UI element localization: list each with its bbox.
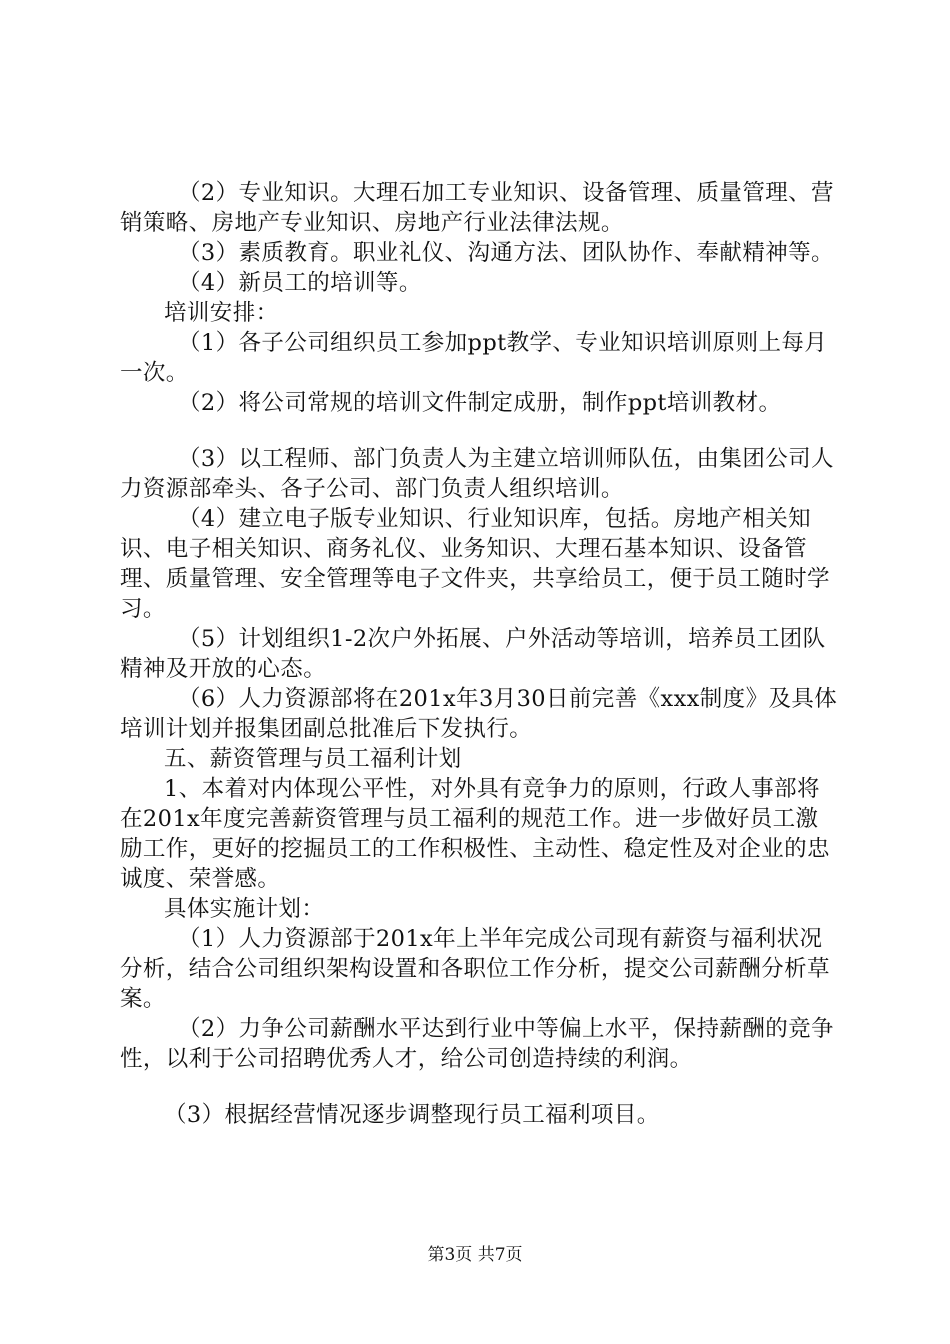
paragraph-arrangement-1: （1）各子公司组织员工参加ppt教学、专业知识培训原则上每月一次。 bbox=[120, 330, 828, 386]
paragraph-arrangement-5: （5）计划组织1-2次户外拓展、户外活动等培训，培养员工团队精神及开放的心态。 bbox=[120, 626, 826, 682]
document-body bbox=[120, 178, 840, 1130]
paragraph-salary-principle: 1、本着对内体现公平性，对外具有竞争力的原则，行政人事部将在201x年度完善薪资管理与员工福利的规范工作。进一步做好员工激励工作，更好的挖掘员工的工作积极性、主动性、稳定性及对企业的忠诚度、荣誉感。 bbox=[120, 776, 830, 892]
paragraph-plan-2: （2）力争公司薪酬水平达到行业中等偏上水平，保持薪酬的竞争性，以利于公司招聘优秀人才，给公司创造持续的利润。 bbox=[120, 1016, 834, 1072]
paragraph-arrangement-4: （4）建立电子版专业知识、行业知识库，包括。房地产相关知识、电子相关知识、商务礼仪、业务知识、大理石基本知识、设备管理、质量管理、安全管理等电子文件夹，共享给员工，便于员工随时学习。 bbox=[120, 506, 830, 622]
paragraph-plan-1: （1）人力资源部于201x年上半年完成公司现有薪资与福利状况分析，结合公司组织架构设置和各职位工作分析，提交公司薪酬分析草案。 bbox=[120, 926, 830, 1012]
paragraph-training-arrangement: 培训安排： bbox=[164, 300, 279, 326]
paragraph-new-employee-training: （4）新员工的培训等。 bbox=[178, 270, 422, 296]
paragraph-quality-education: （3）素质教育。职业礼仪、沟通方法、团队协作、奉献精神等。 bbox=[178, 240, 834, 266]
paragraph-professional-knowledge: （2）专业知识。大理石加工专业知识、设备管理、质量管理、营销策略、房地产专业知识、房地产行业法律法规。 bbox=[120, 180, 834, 236]
paragraph-plan-3: （3）根据经营情况逐步调整现行员工福利项目。 bbox=[164, 1102, 660, 1128]
paragraph-implementation-plan: 具体实施计划： bbox=[164, 896, 325, 922]
paragraph-arrangement-3: （3）以工程师、部门负责人为主建立培训师队伍，由集团公司人力资源部牵头、各子公司、部门负责人组织培训。 bbox=[120, 446, 834, 502]
paragraph-arrangement-6: （6）人力资源部将在201x年3月30日前完善《xxx制度》及具体培训计划并报集团副总批准后下发执行。 bbox=[120, 686, 838, 742]
page-footer: 第3页 共7页 bbox=[427, 1245, 523, 1265]
section-heading-salary: 五、薪资管理与员工福利计划 bbox=[164, 746, 462, 772]
paragraph-arrangement-2: （2）将公司常规的培训文件制定成册，制作ppt培训教材。 bbox=[178, 390, 782, 416]
